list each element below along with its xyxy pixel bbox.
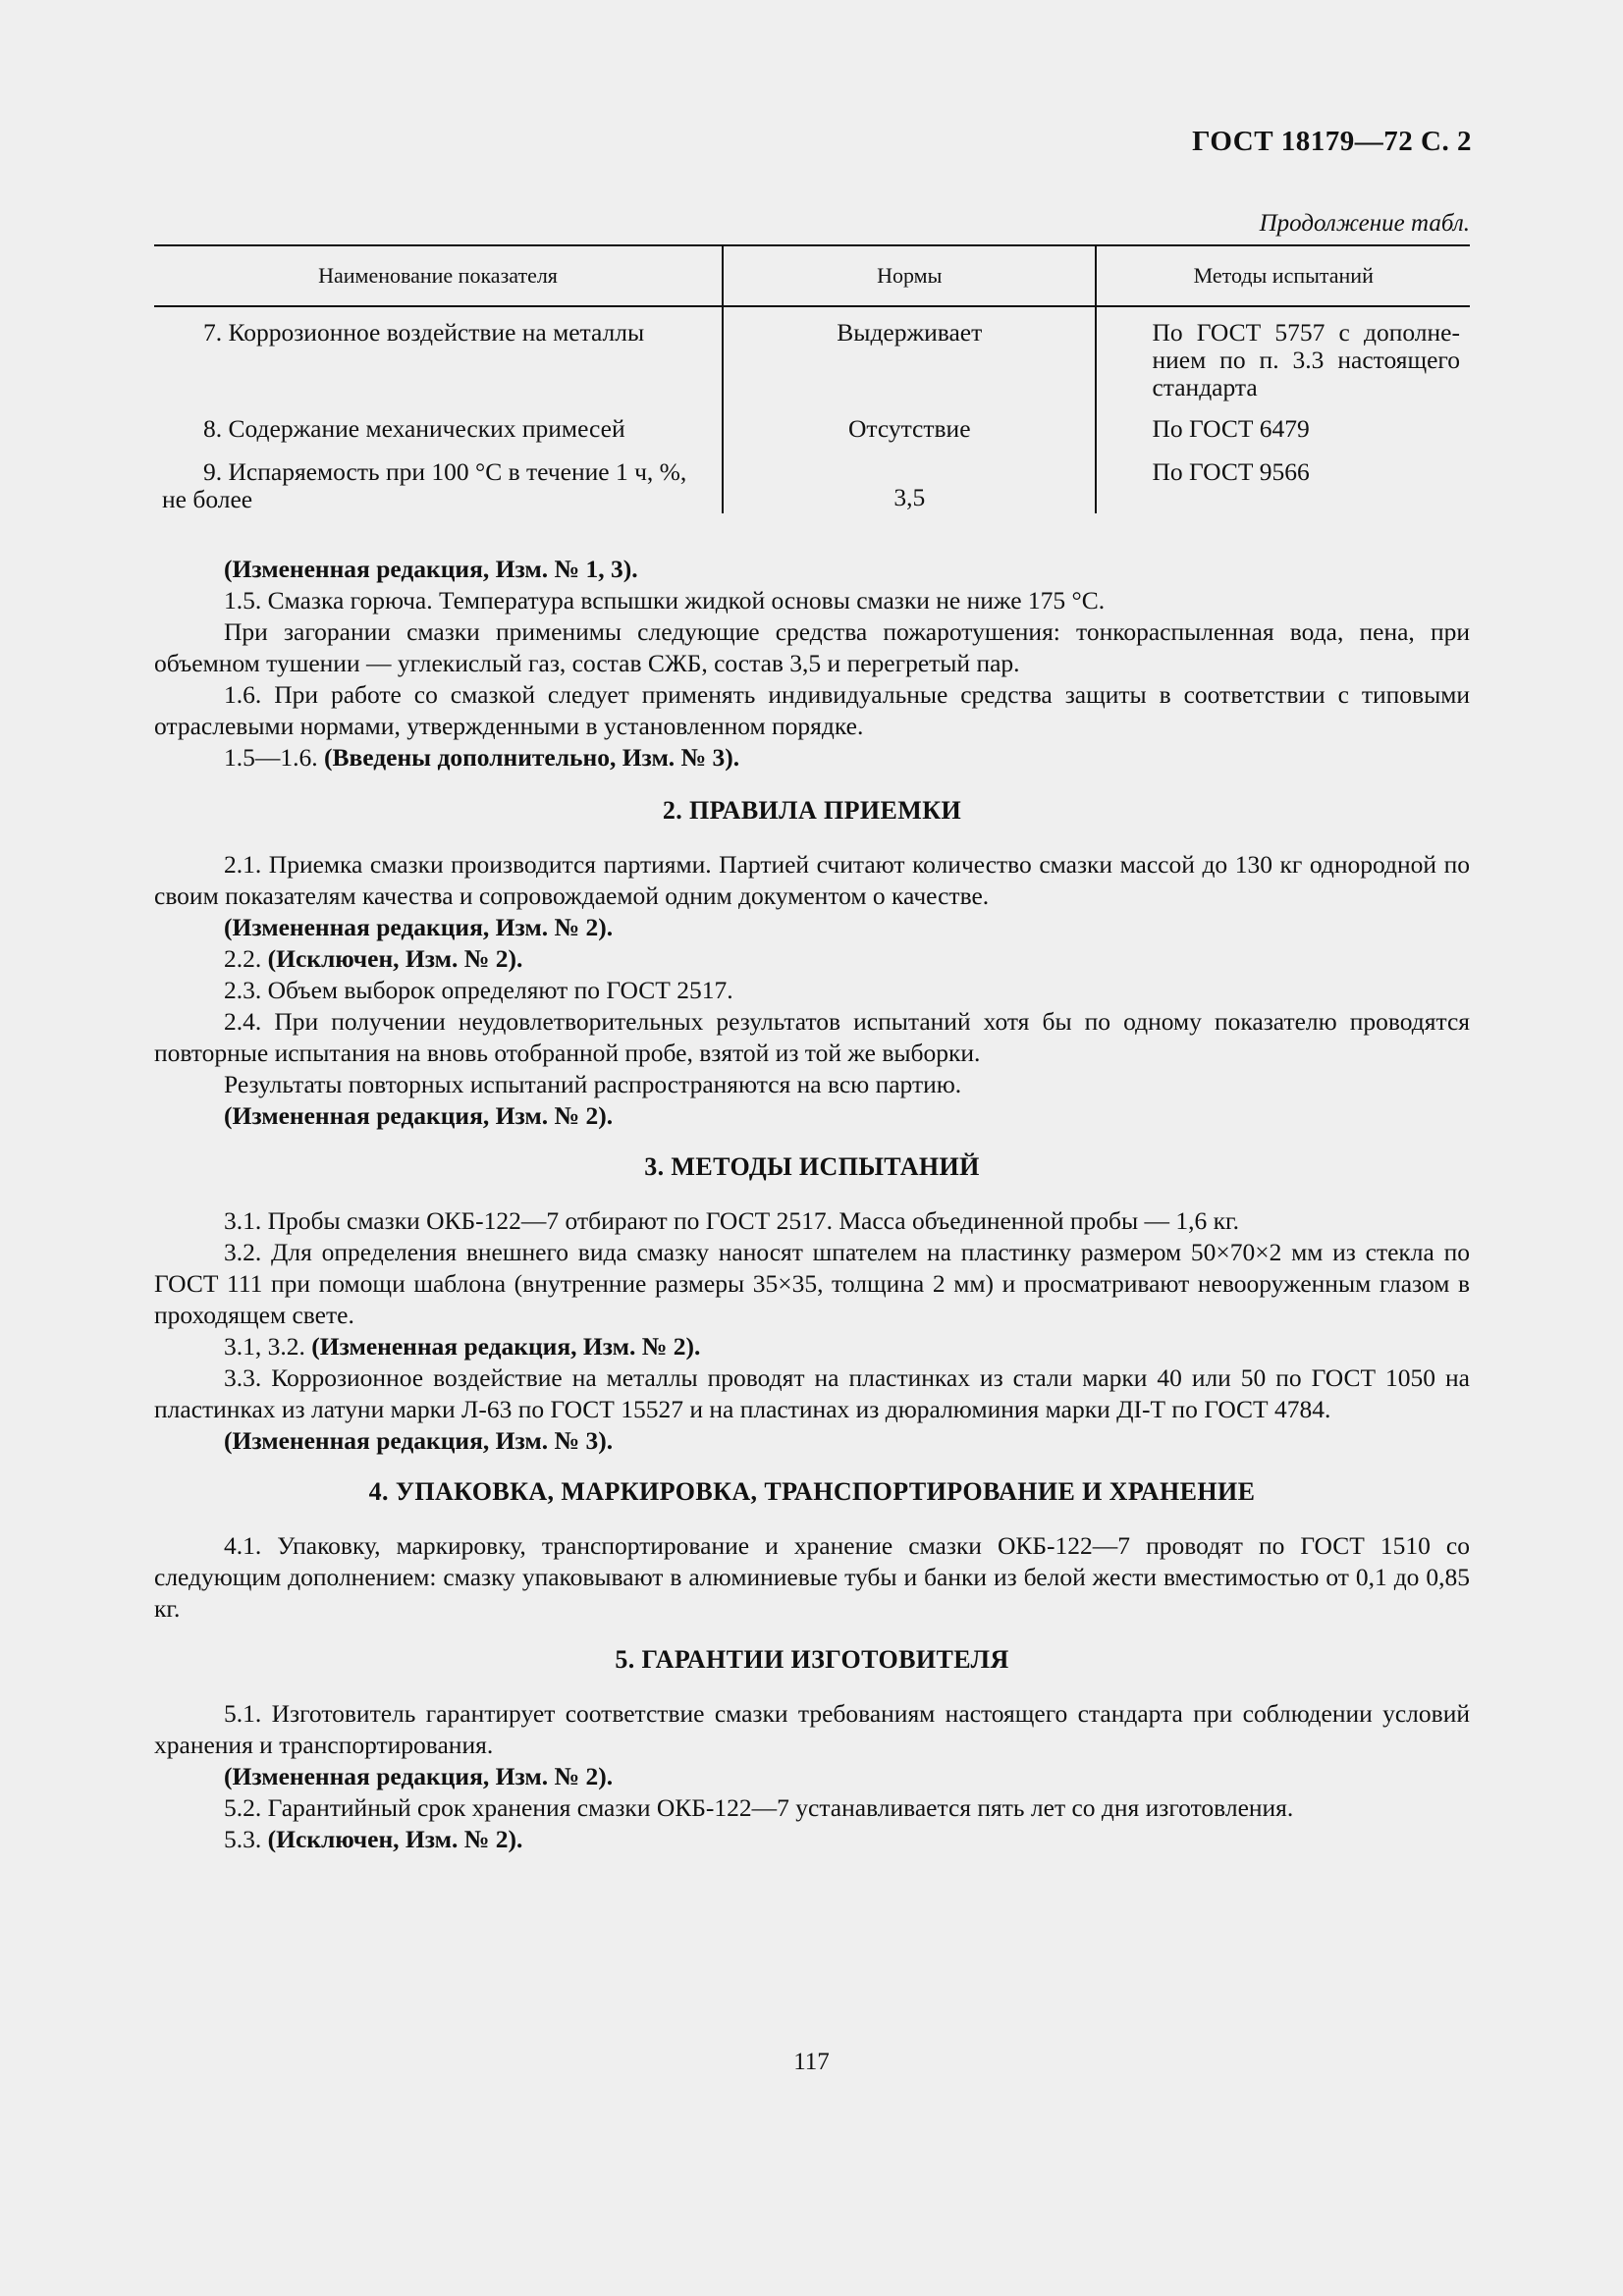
paragraph: 5.2. Гарантийный срок хранения смазки ОКБ-122—7 устанавливается пять лет со дня изготовления. — [224, 1793, 1294, 1822]
amendment-note: (Измененная редакция, Изм. № 2). — [224, 913, 614, 941]
paragraph: 2.4. При получении неудовлетворительных результатов испытаний хотя бы по одному показателю проводятся повторные испытания на вновь отобранной пробе, взятой из той же выборки. — [154, 1007, 1470, 1067]
indicator-name: 9. Испаряемость при 100 °С в течение 1 ч, %, не более — [162, 457, 687, 513]
column-header: Нормы — [723, 245, 1096, 306]
paragraph: При загорании смазки применимы следующие средства пожаротушения: тонкораспыленная вода, пена, при объемном тушении — углекислый газ, состав СЖБ, состав 3,5 и перегретый пар. — [154, 617, 1470, 677]
section-heading: 4. УПАКОВКА, МАРКИРОВКА, ТРАНСПОРТИРОВАНИЕ И ХРАНЕНИЕ — [368, 1477, 1256, 1506]
paragraph — [154, 742, 1470, 774]
table-row — [154, 306, 1470, 409]
paragraph — [154, 1824, 1470, 1855]
indicator-name: 8. Содержание механических примесей — [203, 414, 625, 443]
amendment-note: (Введены дополнительно, Изм. № 3). — [324, 743, 740, 772]
clause-number: 5.3. — [224, 1825, 262, 1853]
section-heading: 3. МЕТОДЫ ИСПЫТАНИЙ — [644, 1152, 980, 1181]
paragraph: 1.5. Смазка горюча. Температура вспышки жидкой основы смазки не ниже 175 °С. — [224, 586, 1106, 614]
test-method: По ГОСТ 9566 — [1096, 454, 1470, 513]
norm-value: Отсутствие — [723, 409, 1096, 454]
amendment-note: (Измененная редакция, Изм. № 2). — [311, 1332, 701, 1361]
clause-number: 1.5—1.6. — [224, 743, 318, 772]
table-header-row — [154, 245, 1470, 306]
amendment-note: (Исключен, Изм. № 2). — [267, 1825, 523, 1853]
section-heading: 5. ГАРАНТИИ ИЗГОТОВИТЕЛЯ — [615, 1645, 1009, 1674]
document-body — [154, 554, 1470, 1855]
paragraph: Результаты повторных испытаний распространяются на всю партию. — [224, 1070, 962, 1098]
page-number: 117 — [793, 2049, 830, 2075]
paragraph — [154, 943, 1470, 975]
paragraph: 3.1. Пробы смазки ОКБ-122—7 отбирают по ГОСТ 2517. Масса объединенной пробы — 1,6 кг. — [224, 1206, 1239, 1235]
test-method: По ГОСТ 6479 — [1096, 409, 1470, 454]
amendment-note: (Исключен, Изм. № 2). — [267, 944, 523, 973]
column-header: Методы испытаний — [1096, 245, 1470, 306]
norm-value: Выдерживает — [723, 306, 1096, 409]
paragraph: 3.3. Коррозионное воздействие на металлы проводят на пластинках из стали марки 40 или 50 по ГОСТ 1050 на пластинках из латуни марки Л-63 по ГОСТ 15527 и на пластинах из дюралюминия марки ДI-Т по ГОСТ 4784. — [154, 1363, 1470, 1423]
table-continuation-label: Продолжение табл. — [1259, 210, 1470, 237]
paragraph: 2.1. Приемка смазки производится партиями. Партией считают количество смазки массой до 130 кг однородной по своим показателям качества и сопровождаемой одним документом о качестве. — [154, 850, 1470, 910]
table-row — [154, 409, 1470, 454]
section-heading: 2. ПРАВИЛА ПРИЕМКИ — [662, 796, 962, 825]
paragraph: 1.6. При работе со смазкой следует применять индивидуальные средства защиты в соответствии с типовыми отраслевыми нормами, утвержденными в установленном порядке. — [154, 680, 1470, 740]
norm-value: 3,5 — [723, 454, 1096, 513]
specs-table — [154, 244, 1470, 513]
amendment-note: (Измененная редакция, Изм. № 3). — [224, 1426, 614, 1455]
clause-number: 2.2. — [224, 944, 262, 973]
column-header: Наименование показателя — [154, 245, 723, 306]
table-row — [154, 454, 1470, 513]
paragraph: 2.3. Объем выборок определяют по ГОСТ 2517. — [224, 976, 733, 1004]
indicator-name: 7. Коррозионное воздействие на металлы — [203, 318, 645, 347]
paragraph: 4.1. Упаковку, маркировку, транспортирование и хранение смазки ОКБ-122—7 проводят по ГОСТ 1510 со следующим дополнением: смазку упаковывают в алюминиевые тубы и банки из белой жести вместимостью от 0,1 до 0,85 кг. — [154, 1531, 1470, 1623]
page-header: ГОСТ 18179—72 С. 2 — [1192, 126, 1472, 157]
test-method: По ГОСТ 5757 с дополне-нием по п. 3.3 настоящего стандарта — [1096, 306, 1470, 409]
paragraph: 5.1. Изготовитель гарантирует соответствие смазки требованиям настоящего стандарта при соблюдении условий хранения и транспортирования. — [154, 1699, 1470, 1759]
amendment-note: (Измененная редакция, Изм. № 1, 3). — [224, 555, 638, 583]
amendment-note: (Измененная редакция, Изм. № 2). — [224, 1762, 614, 1790]
clause-number: 3.1, 3.2. — [224, 1332, 305, 1361]
paragraph: 3.2. Для определения внешнего вида смазку наносят шпателем на пластинку размером 50×70×2 мм из стекла по ГОСТ 111 при помощи шаблона (внутренние размеры 35×35, толщина 2 мм) и просматривают невооруженным глазом в проходящем свете. — [154, 1238, 1470, 1329]
paragraph — [154, 1331, 1470, 1362]
amendment-note: (Измененная редакция, Изм. № 2). — [224, 1101, 614, 1130]
